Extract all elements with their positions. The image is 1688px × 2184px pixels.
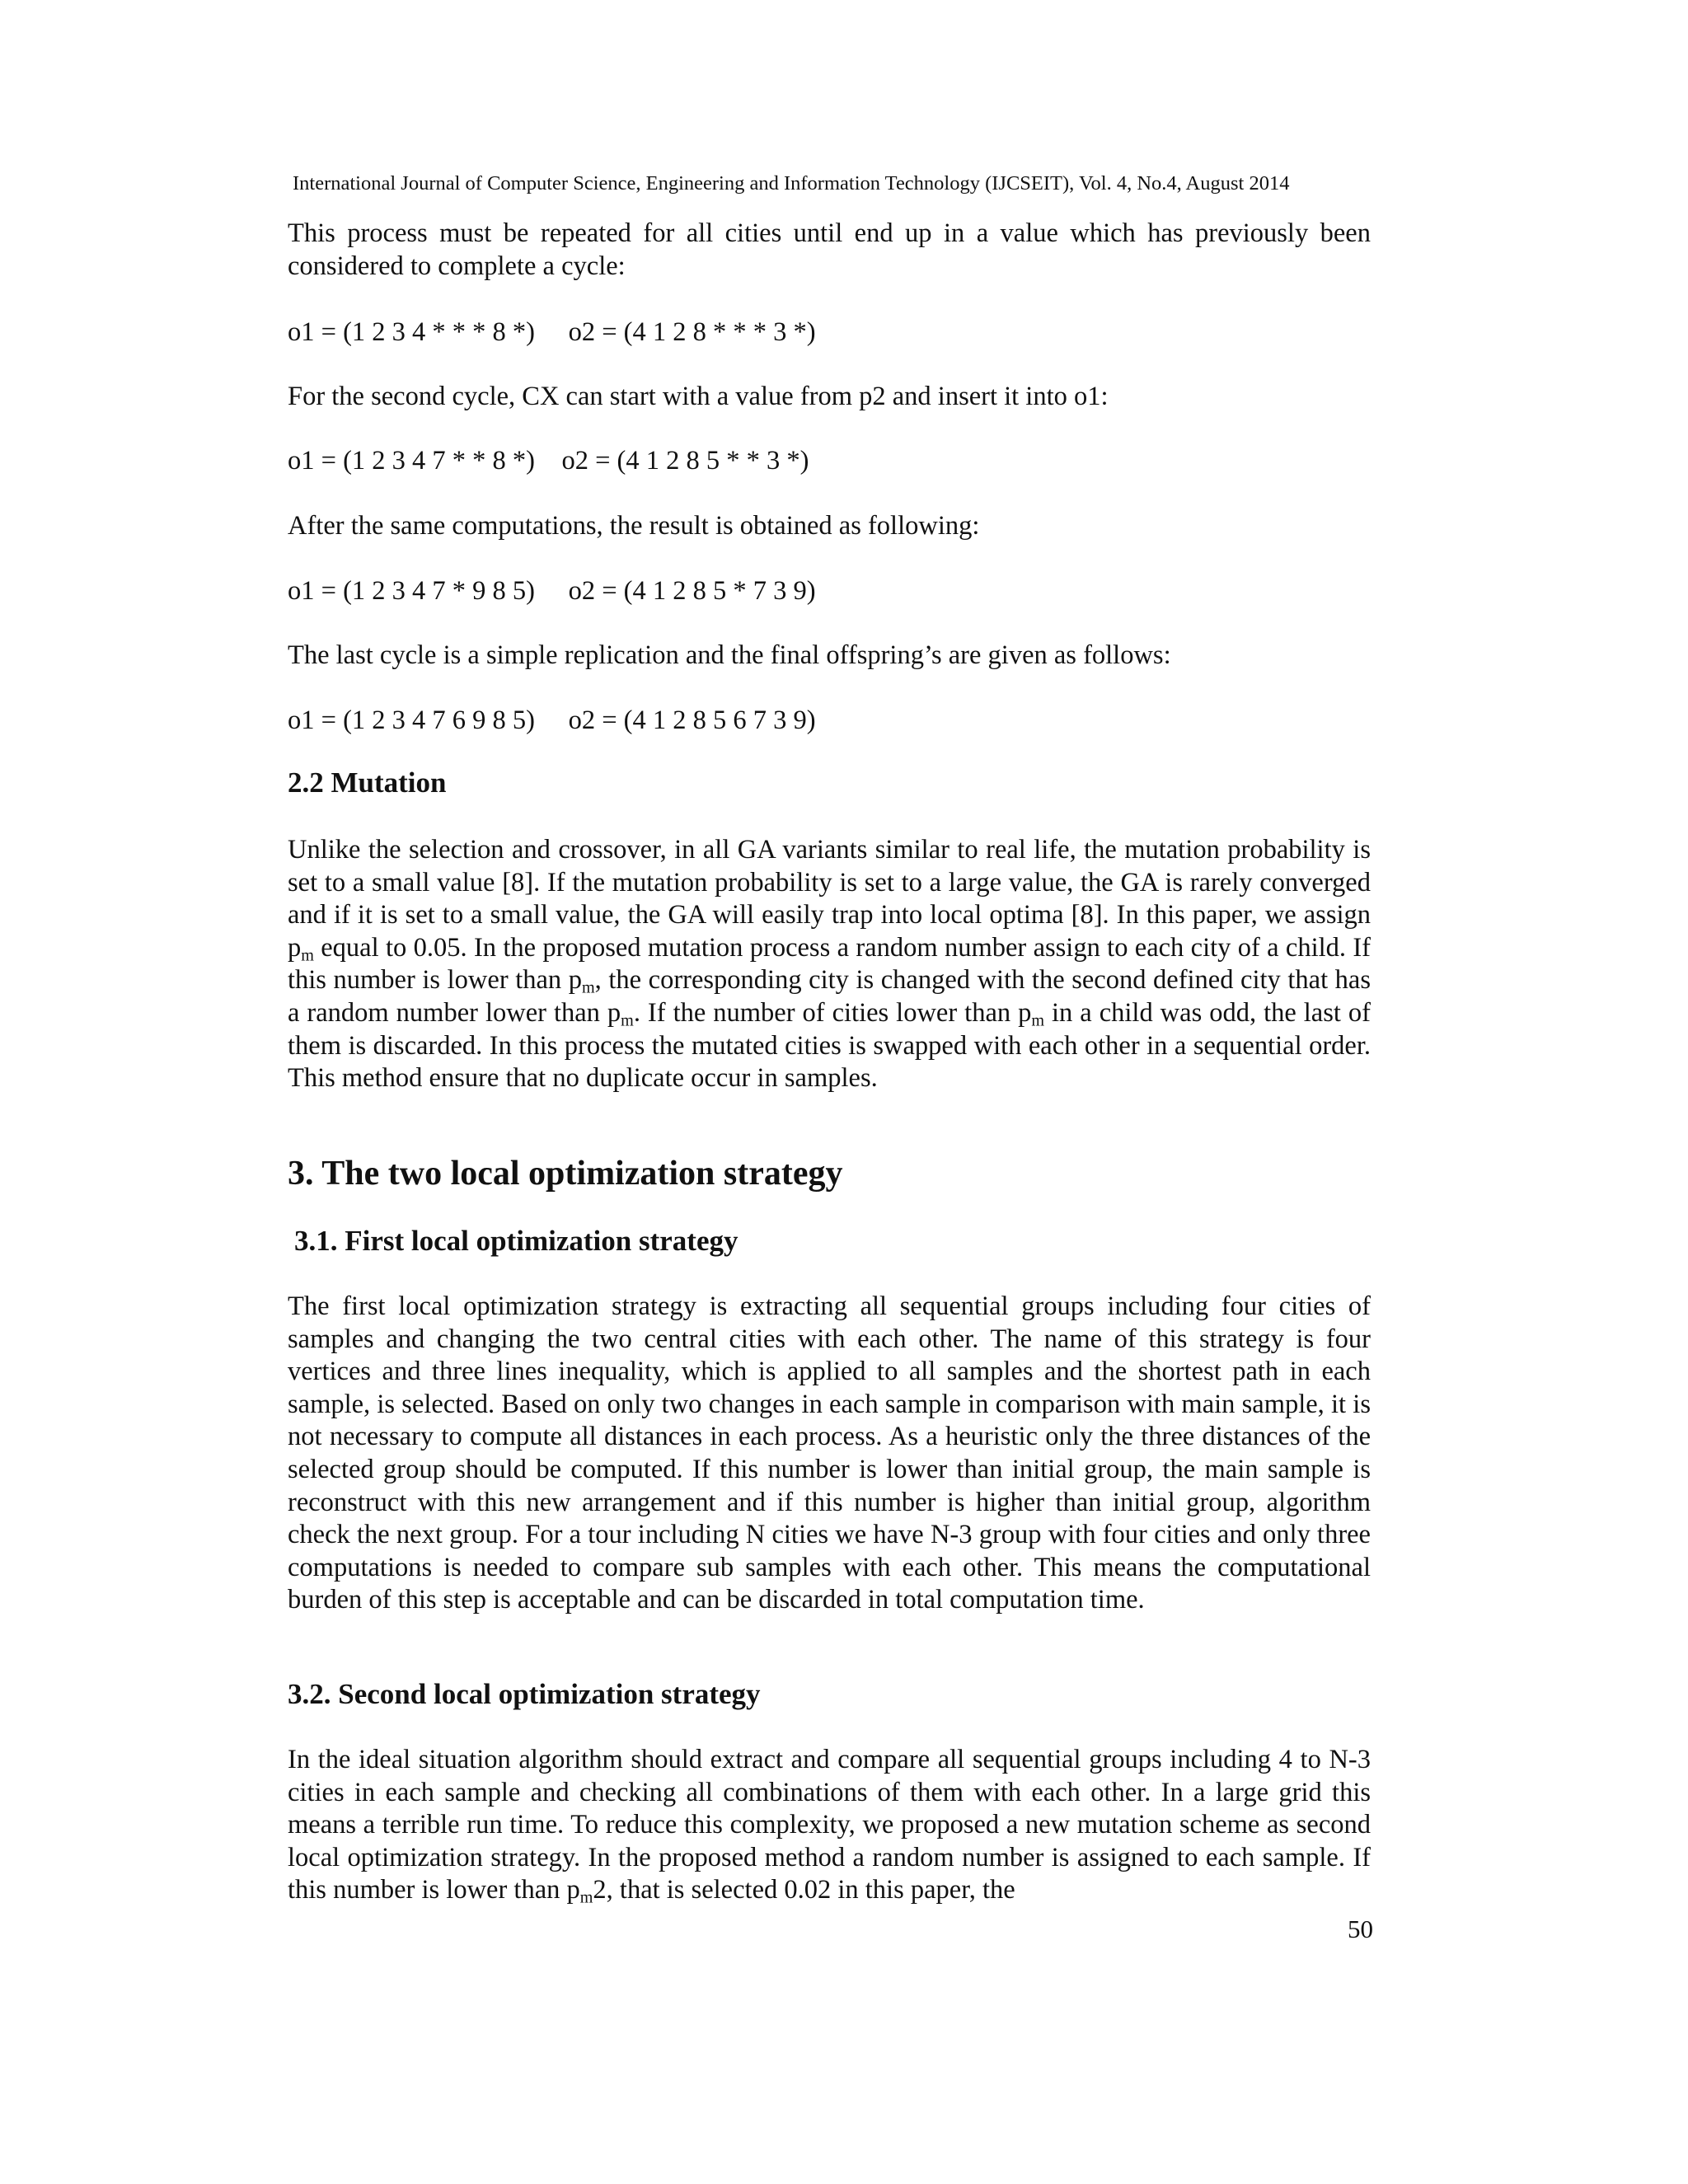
second-cycle-text: For the second cycle, CX can start with a value from p2 and insert it into o1: bbox=[288, 382, 1109, 411]
pm-subscript: m bbox=[301, 946, 314, 965]
after-computations-text: After the same computations, the result is obtained as following: bbox=[288, 511, 980, 541]
example-3: o1 = (1 2 3 4 7 * 9 8 5) o2 = (4 1 2 8 5 * 7 3 9) bbox=[288, 576, 816, 606]
example-4: o1 = (1 2 3 4 7 6 9 8 5) o2 = (4 1 2 8 5 6 7 3 9) bbox=[288, 705, 816, 735]
mutation-text-1: Unlike the selection and crossover, in all GA variants similar to real life, the mutation probability is set to a small value [8]. If the mutation probability is set to a large value, the GA is rarely converged and if it is set to a small value, the GA will easily trap into local optima [8]. In this paper, we assign p bbox=[288, 835, 1371, 963]
example-2: o1 = (1 2 3 4 7 * * 8 *) o2 = (4 1 2 8 5 * * 3 *) bbox=[288, 446, 809, 476]
second-strategy-text-1: In the ideal situation algorithm should extract and compare all sequential groups including 4 to N-3 cities in each sample and checking all combinations of them with each other. In a large grid this means a terrible run time. To reduce this complexity, we proposed a new mutation scheme as second local optimization strategy. In the proposed method a random number is assigned to each sample. If this number is lower than p bbox=[288, 1745, 1371, 1905]
page-number: 50 bbox=[1348, 1915, 1373, 1943]
second-strategy-paragraph bbox=[288, 1744, 1371, 1907]
example-1: o1 = (1 2 3 4 * * * 8 *) o2 = (4 1 2 8 * * * 3 *) bbox=[288, 317, 816, 347]
section-3-heading: 3. The two local optimization strategy bbox=[288, 1155, 843, 1193]
last-cycle-text: The last cycle is a simple replication and the final offspring’s are given as follows: bbox=[288, 640, 1171, 670]
second-strategy-text-2: 2, that is selected 0.02 in this paper, the bbox=[593, 1875, 1015, 1905]
pm-subscript: m bbox=[621, 1011, 634, 1030]
mutation-text-5: in a child was odd, the last of them is discarded. In this process the mutated cities is swapped with each other in a sequential order. This method ensure that no duplicate occur in samples. bbox=[288, 997, 1371, 1094]
mutation-paragraph bbox=[288, 834, 1371, 1095]
section-2-2-heading: 2.2 Mutation bbox=[288, 766, 447, 799]
intro-paragraph: This process must be repeated for all cities until end up in a value which has previously been considered to complete a cycle: bbox=[288, 218, 1371, 281]
pm-subscript: m bbox=[1031, 1011, 1045, 1030]
pm-subscript: m bbox=[582, 979, 595, 998]
mutation-text-4: . If the number of cities lower than p bbox=[633, 997, 1032, 1028]
first-strategy-paragraph: The first local optimization strategy is extracting all sequential groups including four cities of samples and changing the two central cities with each other. The name of this strategy is four vertices and three lines inequality, which is applied to all samples and the shortest path in each sample, is selected. Based on only two changes in each sample in comparison with main sample, it is not necessary to compute all distances in each process. As a heuristic only the three distances of the selected group should be computed. If this number is lower than initial group, the main sample is reconstruct with this new arrangement and if this number is higher than initial group, algorithm check the next group. For a tour including N cities we have N-3 group with four cities and only three computations is needed to compare sub samples with each other. This means the computational burden of this step is acceptable and can be discarded in total computation time. bbox=[288, 1291, 1371, 1615]
mutation-text-3: , the corresponding city is changed with the second defined city that has a random number lower than p bbox=[288, 965, 1371, 1028]
running-head: International Journal of Computer Science, Engineering and Information Technology (IJCSEIT), Vol. 4, No.4, August 2014 bbox=[293, 172, 1290, 194]
pm-subscript: m bbox=[579, 1889, 593, 1908]
section-3-2-heading: 3.2. Second local optimization strategy bbox=[288, 1678, 761, 1710]
mutation-text-2: equal to 0.05. In the proposed mutation process a random number assign to each city of a child. If this number is lower than p bbox=[288, 932, 1371, 996]
section-3-1-heading: 3.1. First local optimization strategy bbox=[294, 1225, 738, 1257]
